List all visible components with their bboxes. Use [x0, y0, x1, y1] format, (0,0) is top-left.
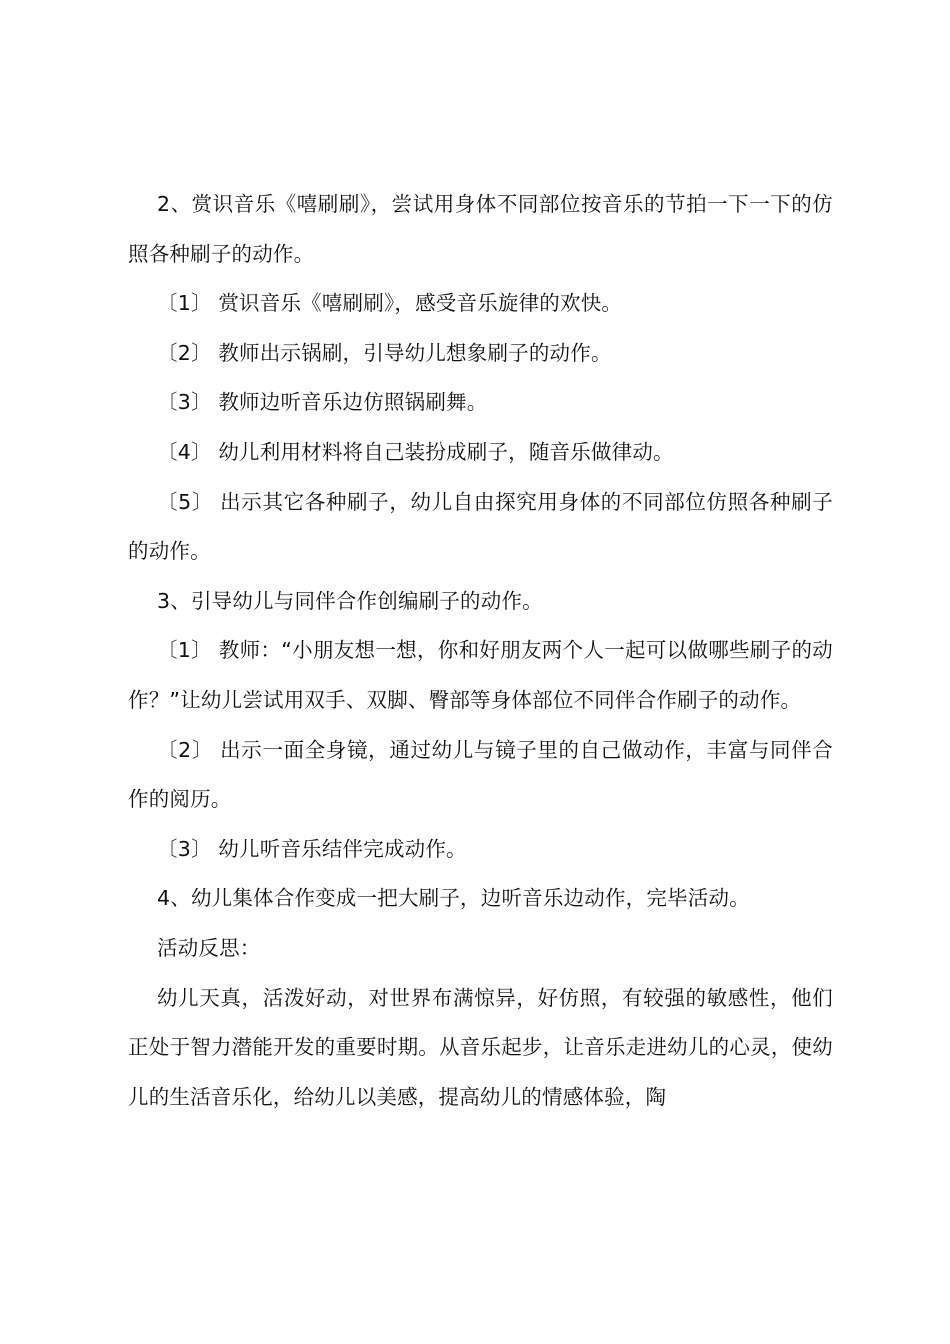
- paragraph-step-3: 3、引导幼儿与同伴合作创编刷子的动作。: [157, 588, 543, 613]
- paragraph-step-3-1: 〔1〕 教师：“小朋友想一想，你和好朋友两个人一起可以做哪些刷子的动作？”让幼儿尝试用双手、双脚、臀部等身体部位不同伴合作刷子的动作。: [128, 638, 833, 712]
- paragraph-step-2-5: 〔5〕 出示其它各种刷子，幼儿自由探究用身体的不同部位仿照各种刷子的动作。: [128, 489, 833, 564]
- paragraph-reflection: 幼儿天真，活泼好动，对世界布满惊异，好仿照，有较强的敏感性，他们正处于智力潜能开发的重要时期。从音乐起步，让音乐走进幼儿的心灵，使幼儿的生活音乐化，给幼儿以美感，提高幼儿的情感体验，陶: [128, 985, 833, 1109]
- paragraph-step-2-4: 〔4〕 幼儿利用材料将自己装扮成刷子，随音乐做律动。: [157, 439, 674, 464]
- document-body: [128, 180, 833, 1122]
- paragraph-step-3-3: 〔3〕 幼儿听音乐结伴完成动作。: [157, 836, 467, 861]
- paragraph-step-2-2: 〔2〕 教师出示锅刷，引导幼儿想象刷子的动作。: [157, 340, 612, 365]
- paragraph-step-3-2: 〔2〕 出示一面全身镜，通过幼儿与镜子里的自己做动作，丰富与同伴合作的阅历。: [128, 737, 833, 812]
- paragraph-step-2: 2、赏识音乐《嘻刷刷》，尝试用身体不同部位按音乐的节拍一下一下的仿照各种刷子的动作。: [128, 192, 833, 266]
- paragraph-step-4: 4、幼儿集体合作变成一把大刷子，边听音乐边动作，完毕活动。: [157, 886, 750, 911]
- section-heading-reflection: 活动反思：: [157, 935, 261, 960]
- paragraph-step-2-1: 〔1〕 赏识音乐《嘻刷刷》，感受音乐旋律的欢快。: [157, 291, 623, 316]
- paragraph-step-2-3: 〔3〕 教师边听音乐边仿照锅刷舞。: [157, 390, 488, 415]
